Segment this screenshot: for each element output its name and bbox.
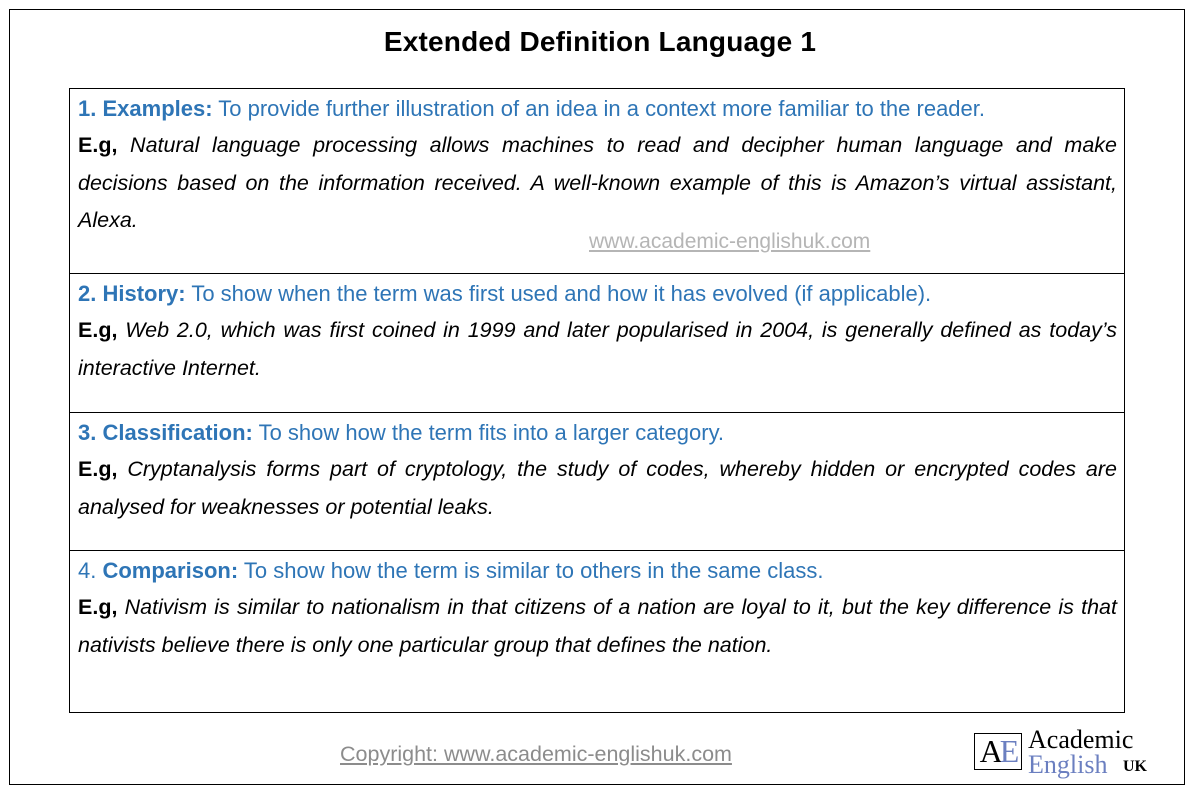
row-heading xyxy=(78,417,1117,448)
definition-table xyxy=(69,88,1125,713)
row-number: 3. xyxy=(78,420,97,445)
row-number: 1. xyxy=(78,96,97,121)
copyright-link[interactable]: Copyright: www.academic-englishuk.com xyxy=(340,742,732,766)
row-number: 4. xyxy=(78,558,97,583)
row-example xyxy=(78,451,1117,526)
eg-label: E.g, xyxy=(78,457,118,481)
example-text: Web 2.0, which was first coined in 1999 and later popularised in 2004, is generally defined as today’s interactive Internet. xyxy=(78,318,1117,380)
example-text: Natural language processing allows machines to read and decipher human language and make decisions based on the information received. A well-known example of this is Amazon’s virtual assistant, Alexa. xyxy=(78,133,1117,232)
logo-letter-a: A xyxy=(979,733,1000,769)
row-number: 2. xyxy=(78,281,97,306)
definition-row-comparison xyxy=(70,550,1124,712)
definition-row-classification xyxy=(70,412,1124,550)
example-text: Cryptanalysis forms part of cryptology, the study of codes, whereby hidden or encrypted codes are analysed for weaknesses or potential leaks. xyxy=(78,457,1117,519)
row-example xyxy=(78,127,1117,240)
row-heading xyxy=(78,93,1117,124)
academic-english-uk-logo xyxy=(974,725,1154,779)
row-term: Comparison: xyxy=(102,558,239,583)
definition-row-history xyxy=(70,273,1124,412)
row-description: To provide further illustration of an idea in a context more familiar to the reader. xyxy=(218,96,985,121)
page-title: Extended Definition Language 1 xyxy=(383,26,817,57)
logo-word-academic: Academic xyxy=(1028,725,1134,754)
definition-row-examples xyxy=(70,89,1124,273)
watermark-link[interactable]: www.academic-englishuk.com xyxy=(589,230,871,253)
logo-word-english: English xyxy=(1028,750,1108,779)
row-term: History: xyxy=(102,281,186,306)
row-term: Examples: xyxy=(102,96,213,121)
row-term: Classification: xyxy=(102,420,253,445)
logo-ae-mark xyxy=(974,733,1022,770)
row-heading xyxy=(78,555,1117,586)
row-description: To show when the term was first used and how it has evolved (if applicable). xyxy=(191,281,932,306)
row-example xyxy=(78,312,1117,387)
row-heading xyxy=(78,278,1117,309)
logo-word-uk: UK xyxy=(1123,758,1147,775)
row-example xyxy=(78,589,1117,664)
logo-letter-e: E xyxy=(999,733,1017,769)
row-description: To show how the term is similar to others in the same class. xyxy=(243,558,824,583)
eg-label: E.g, xyxy=(78,133,118,157)
row-description: To show how the term fits into a larger category. xyxy=(258,420,725,445)
eg-label: E.g, xyxy=(78,318,118,342)
eg-label: E.g, xyxy=(78,595,118,619)
example-text: Nativism is similar to nationalism in that citizens of a nation are loyal to it, but the key difference is that nativists believe there is only one particular group that defines the nation. xyxy=(78,595,1117,657)
